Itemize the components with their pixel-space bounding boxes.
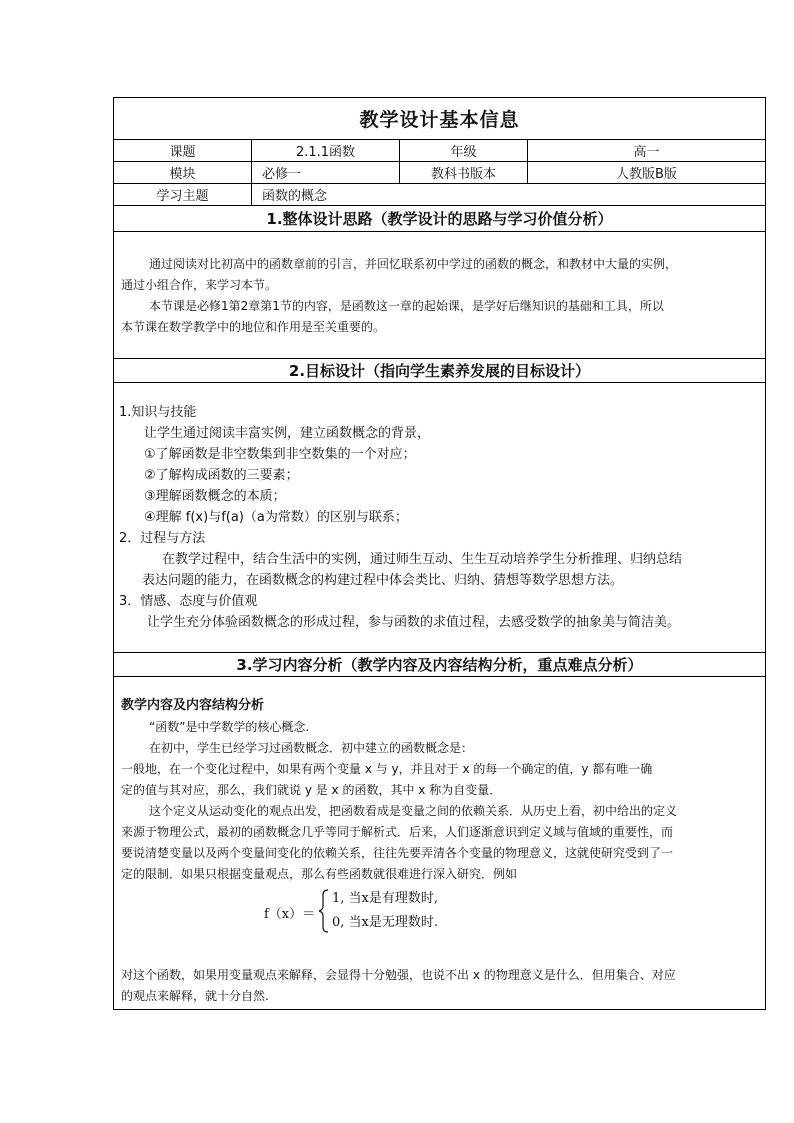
document-title: 教学设计基本信息: [114, 98, 765, 140]
section1-heading: 1.整体设计思路（教学设计的思路与学习价值分析）: [114, 206, 765, 232]
grade-value: 高一: [633, 145, 660, 160]
section1-line: 本节课在数学教学中的地位和作用是至关重要的。: [121, 320, 386, 334]
goal-line: 让学生通过阅读丰富实例，建立函数概念的背景，: [144, 426, 431, 441]
section1-line: 通过小组合作，来学习本节。: [121, 278, 278, 292]
section3-body: [114, 677, 765, 1009]
content-line: 定的限制．如果只根据变量观点，那么有些函数就很难进行深入研究．例如: [121, 867, 518, 881]
content-line: 定的值与其对应，那么，我们就说 y 是 x 的函数，其中 x 称为自变量．: [121, 783, 502, 797]
info-row-module: [114, 162, 765, 184]
formula-lhs: f（x）＝: [264, 907, 316, 922]
goal-line: 在教学过程中，结合生活中的实例，通过师生互动、生生互动培养学生分析推理、归纳总结: [162, 552, 683, 567]
edition-label: 教科书版本: [400, 162, 528, 183]
content-line: “函数”是中学数学的核心概念.: [149, 720, 310, 734]
module-value: 必修一: [252, 162, 400, 183]
lesson-design-table: [113, 97, 766, 1010]
content-line: 在初中，学生已经学习过函数概念．初中建立的函数概念是：: [149, 741, 474, 755]
goal-line: 表达问题的能力，在函数概念的构建过程中体会类比、归纳、猜想等数学思想方法。: [142, 573, 624, 588]
content-line: 一般地，在一个变化过程中，如果有两个变量 x 与 y，并且对于 x 的每一个确定的值，y 都有唯一确: [121, 762, 653, 776]
goal-line: ②了解构成函数的三要素；: [144, 468, 299, 483]
info-row-topic: [114, 140, 765, 162]
content-line: 的观点来解释，就十分自然.: [121, 989, 269, 1003]
section2-body: [114, 383, 765, 653]
theme-label: 学习主题: [114, 184, 252, 205]
left-brace-icon: [318, 889, 330, 933]
goal-line: ③理解函数概念的本质；: [144, 489, 286, 504]
section3-subheading: 教学内容及内容结构分析: [121, 698, 265, 713]
section3-heading: 3.学习内容分析（教学内容及内容结构分析，重点难点分析）: [114, 653, 765, 677]
goal-line: 1.知识与技能: [119, 405, 197, 420]
section1-line: 本节课是必修1第2章第1节的内容，是函数这一章的起始课，是学好后继知识的基础和工具，所以: [149, 299, 664, 313]
formula-case-irrational: 0, 当x是无理数时.: [332, 915, 438, 930]
section1-line: 通过阅读对比初高中的函数章前的引言，并回忆联系初中学过的函数的概念，和教材中大量的实例，: [149, 257, 678, 271]
formula-case-rational: 1, 当x是有理数时,: [332, 891, 438, 906]
theme-value: 函数的概念: [262, 189, 328, 204]
content-line: 这个定义从运动变化的观点出发，把函数看成是变量之间的依赖关系．从历史上看，初中给出的定义: [149, 804, 678, 818]
content-line: 要说清楚变量以及两个变量间变化的依赖关系，往往先要弄清各个变量的物理意义，这就使研究受到了一: [121, 846, 674, 860]
topic-label: 课题: [114, 140, 252, 161]
topic-value: 2.1.1函数: [252, 140, 400, 161]
section1-body: [114, 232, 765, 359]
goal-line: ①了解函数是非空数集到非空数集的一个对应；: [144, 447, 416, 462]
info-row-theme: [114, 184, 765, 206]
content-line: 来源于物理公式，最初的函数概念几乎等同于解析式．后来，人们逐渐意识到定义域与值域的重要性，而: [121, 825, 674, 839]
goal-line: 让学生充分体验函数概念的形成过程，参与函数的求值过程，去感受数学的抽象美与简洁美。: [147, 615, 681, 630]
module-label: 模块: [114, 162, 252, 183]
edition-value: 人教版B版: [616, 167, 677, 182]
section2-heading: 2.目标设计（指向学生素养发展的目标设计）: [114, 359, 765, 383]
grade-label: 年级: [400, 140, 528, 161]
goal-line: ④理解 f(x)与f(a)（a为常数）的区别与联系；: [144, 510, 408, 525]
goal-line: 2．过程与方法: [119, 531, 206, 546]
goal-line: 3．情感、态度与价值观: [119, 594, 258, 609]
content-line: 对这个函数，如果用变量观点来解释，会显得十分勉强，也说不出 x 的物理意义是什么．但用集合、对应: [121, 968, 676, 982]
